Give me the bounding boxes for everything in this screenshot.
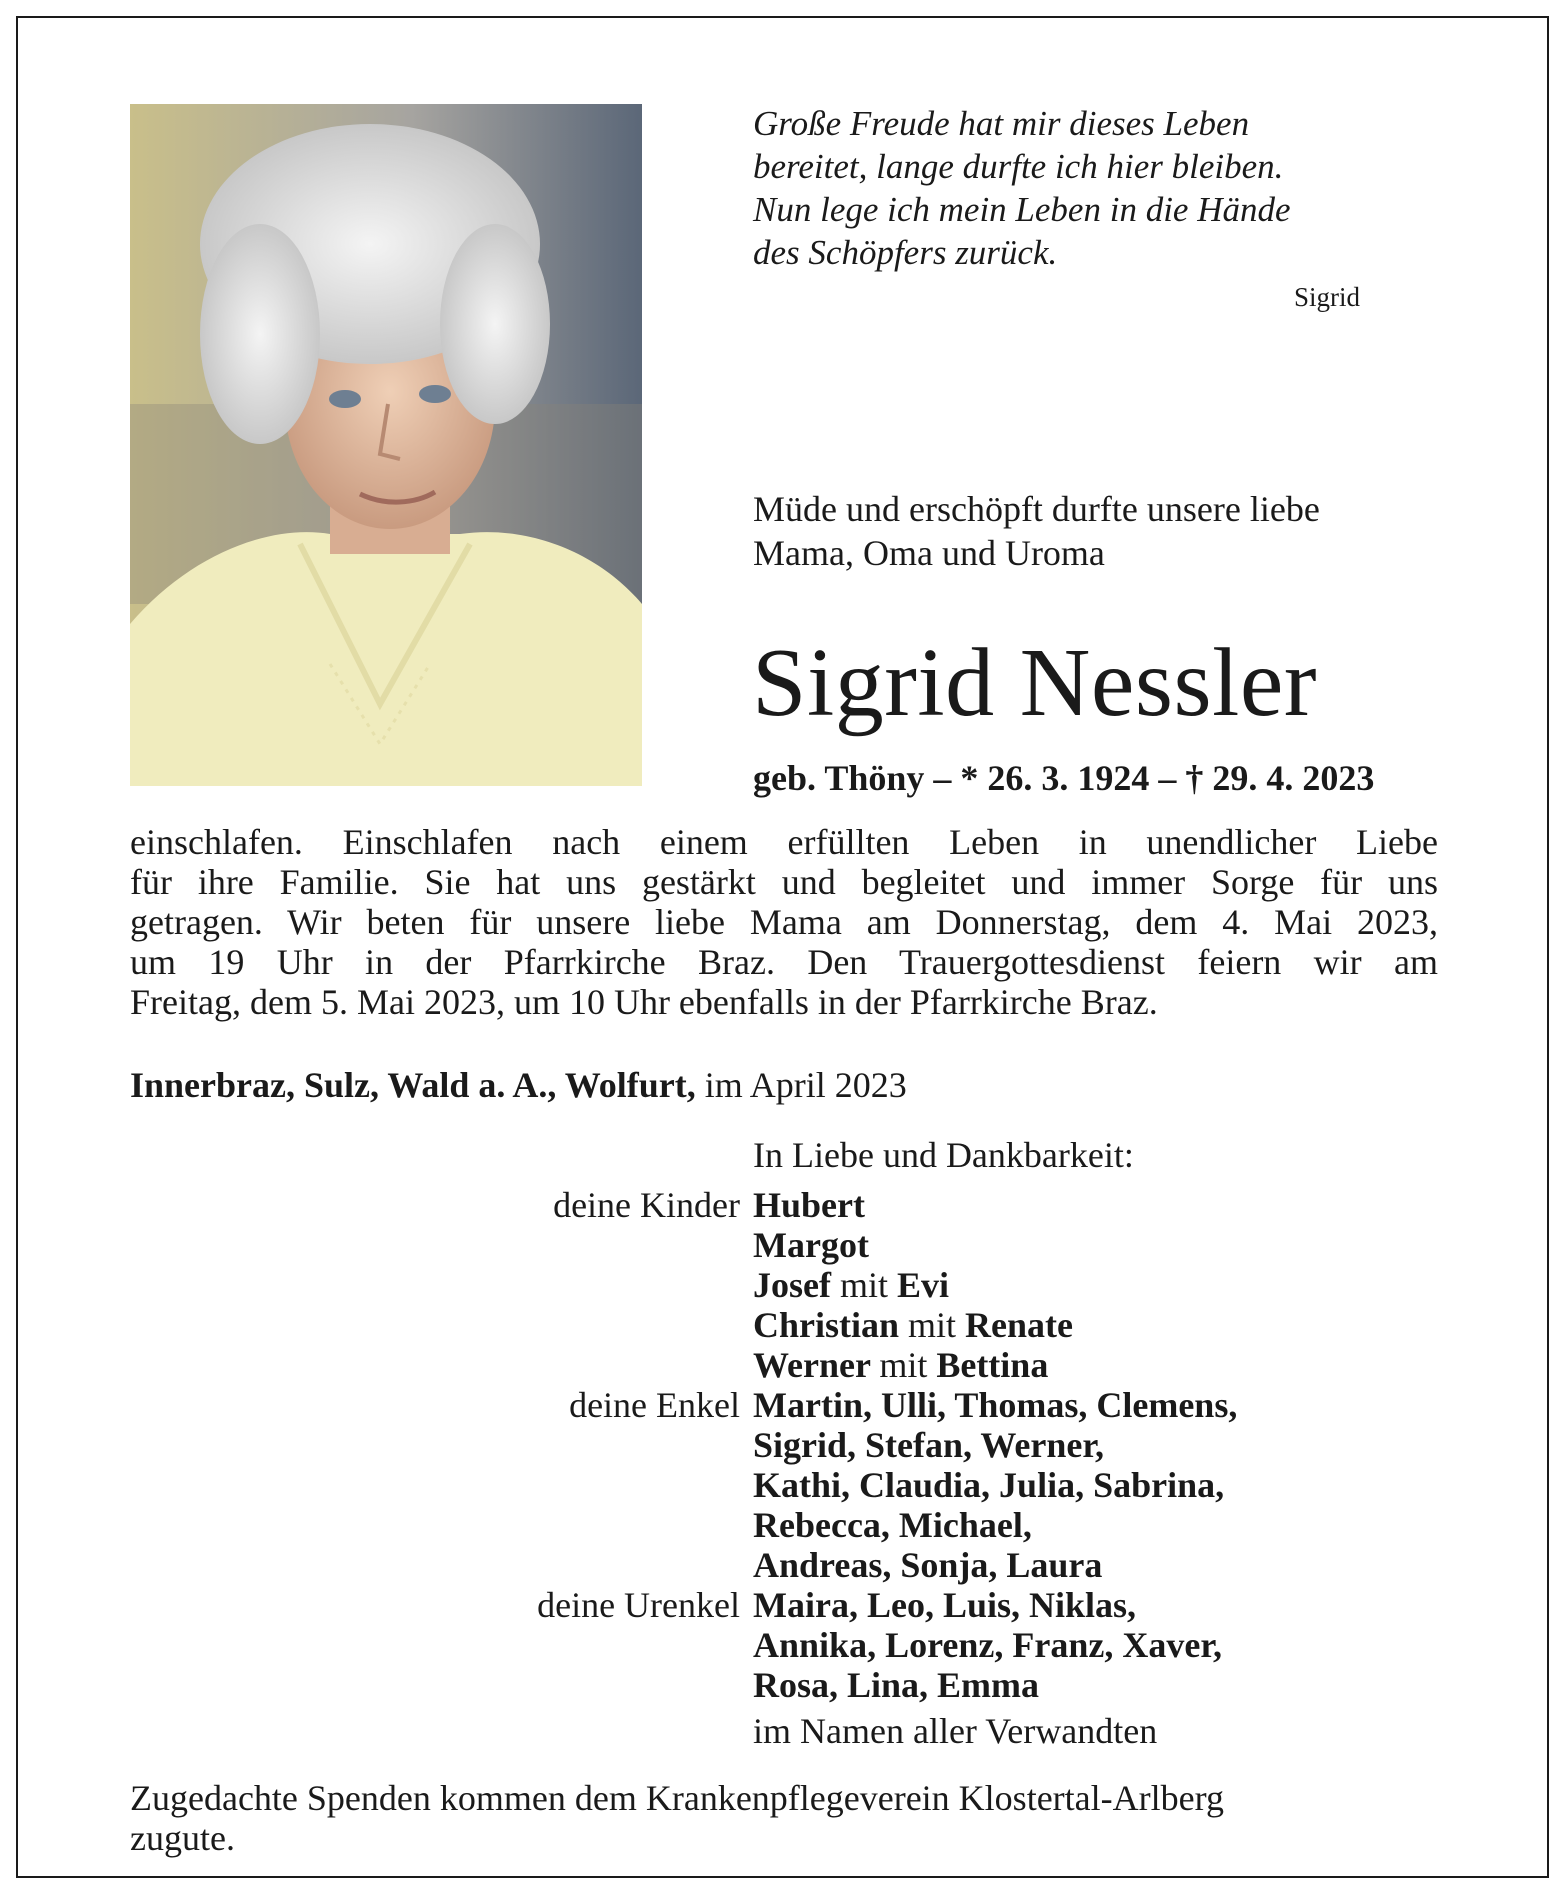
thanks-line: In Liebe und Dankbarkeit:: [753, 1135, 1134, 1175]
body-line: einschlafen. Einschlafen nach einem erfüllten Leben in unendlicher Liebe: [130, 822, 1438, 862]
donations-line: zugute.: [130, 1818, 235, 1858]
name-line: Rebecca, Michael,: [753, 1505, 1032, 1545]
name-line: Rosa, Lina, Emma: [753, 1665, 1040, 1705]
portrait-image: [130, 104, 642, 786]
group-urenkel: [400, 1585, 1400, 1705]
names-list: [753, 1385, 1237, 1585]
deceased-dates: geb. Thöny – * 26. 3. 1924 – † 29. 4. 2023: [753, 758, 1375, 798]
deceased-name: Sigrid Nessler: [752, 629, 1317, 737]
name-line: Maira, Leo, Luis, Niklas,: [753, 1585, 1137, 1625]
place-date: [130, 1064, 1130, 1106]
connector-word: mit: [908, 1305, 957, 1345]
role-label: deine Enkel: [569, 1385, 740, 1425]
donations-line: Zugedachte Spenden kommen dem Krankenpflegeverein Klostertal-Arlberg: [130, 1778, 1224, 1818]
name-line: [753, 1345, 1073, 1385]
person-name: Christian: [753, 1305, 900, 1345]
name-line: Hubert: [753, 1185, 865, 1225]
name-line: Martin, Ulli, Thomas, Clemens,: [753, 1385, 1238, 1425]
role-label: deine Kinder: [553, 1185, 740, 1225]
portrait-photo: [130, 104, 642, 786]
place-towns: Innerbraz, Sulz, Wald a. A., Wolfurt,: [130, 1065, 696, 1105]
connector-word: mit: [839, 1265, 888, 1305]
quote-line: Große Freude hat mir dieses Leben: [753, 104, 1250, 143]
intro-line: Müde und erschöpft durfte unsere liebe: [753, 489, 1320, 529]
body-text: [130, 822, 1438, 1022]
body-line: Freitag, dem 5. Mai 2023, um 10 Uhr ebenfalls in der Pfarrkirche Braz.: [130, 982, 1158, 1022]
name-line: Kathi, Claudia, Julia, Sabrina,: [753, 1465, 1225, 1505]
quote: [753, 102, 1493, 274]
name-line: Annika, Lorenz, Franz, Xaver,: [753, 1625, 1223, 1665]
body-line: getragen. Wir beten für unsere liebe Mama am Donnerstag, dem 4. Mai 2023,: [130, 902, 1438, 942]
quote-author: Sigrid: [1293, 282, 1360, 312]
intro-text: [753, 487, 1453, 575]
person-name: Werner: [753, 1345, 871, 1385]
closing-line: im Namen aller Verwandten: [753, 1711, 1158, 1751]
name-line: Margot: [753, 1225, 869, 1265]
family-list: [400, 1185, 1400, 1705]
donations-note: [130, 1778, 1440, 1858]
names-list: [753, 1585, 1222, 1705]
person-name: Josef: [753, 1265, 831, 1305]
role-label: deine Urenkel: [537, 1585, 740, 1625]
group-kinder: [400, 1185, 1400, 1385]
person-name: Renate: [965, 1305, 1074, 1345]
quote-line: bereitet, lange durfte ich hier bleiben.: [753, 147, 1284, 186]
body-line: für ihre Familie. Sie hat uns gestärkt und begleitet und immer Sorge für uns: [130, 862, 1438, 902]
intro-line: Mama, Oma und Uroma: [753, 533, 1105, 573]
name-line: Andreas, Sonja, Laura: [753, 1545, 1103, 1585]
person-name: Evi: [897, 1265, 950, 1305]
connector-word: mit: [879, 1345, 928, 1385]
names-list: [753, 1185, 1073, 1385]
name-line: [753, 1305, 1073, 1345]
place-month: im April 2023: [704, 1065, 907, 1105]
quote-line: Nun lege ich mein Leben in die Hände: [753, 190, 1291, 229]
body-line: um 19 Uhr in der Pfarrkirche Braz. Den Trauergottesdienst feiern wir am: [130, 942, 1438, 982]
group-enkel: [400, 1385, 1400, 1585]
name-line: [753, 1265, 1073, 1305]
name-line: Sigrid, Stefan, Werner,: [753, 1425, 1105, 1465]
person-name: Bettina: [936, 1345, 1049, 1385]
quote-line: des Schöpfers zurück.: [753, 233, 1058, 272]
